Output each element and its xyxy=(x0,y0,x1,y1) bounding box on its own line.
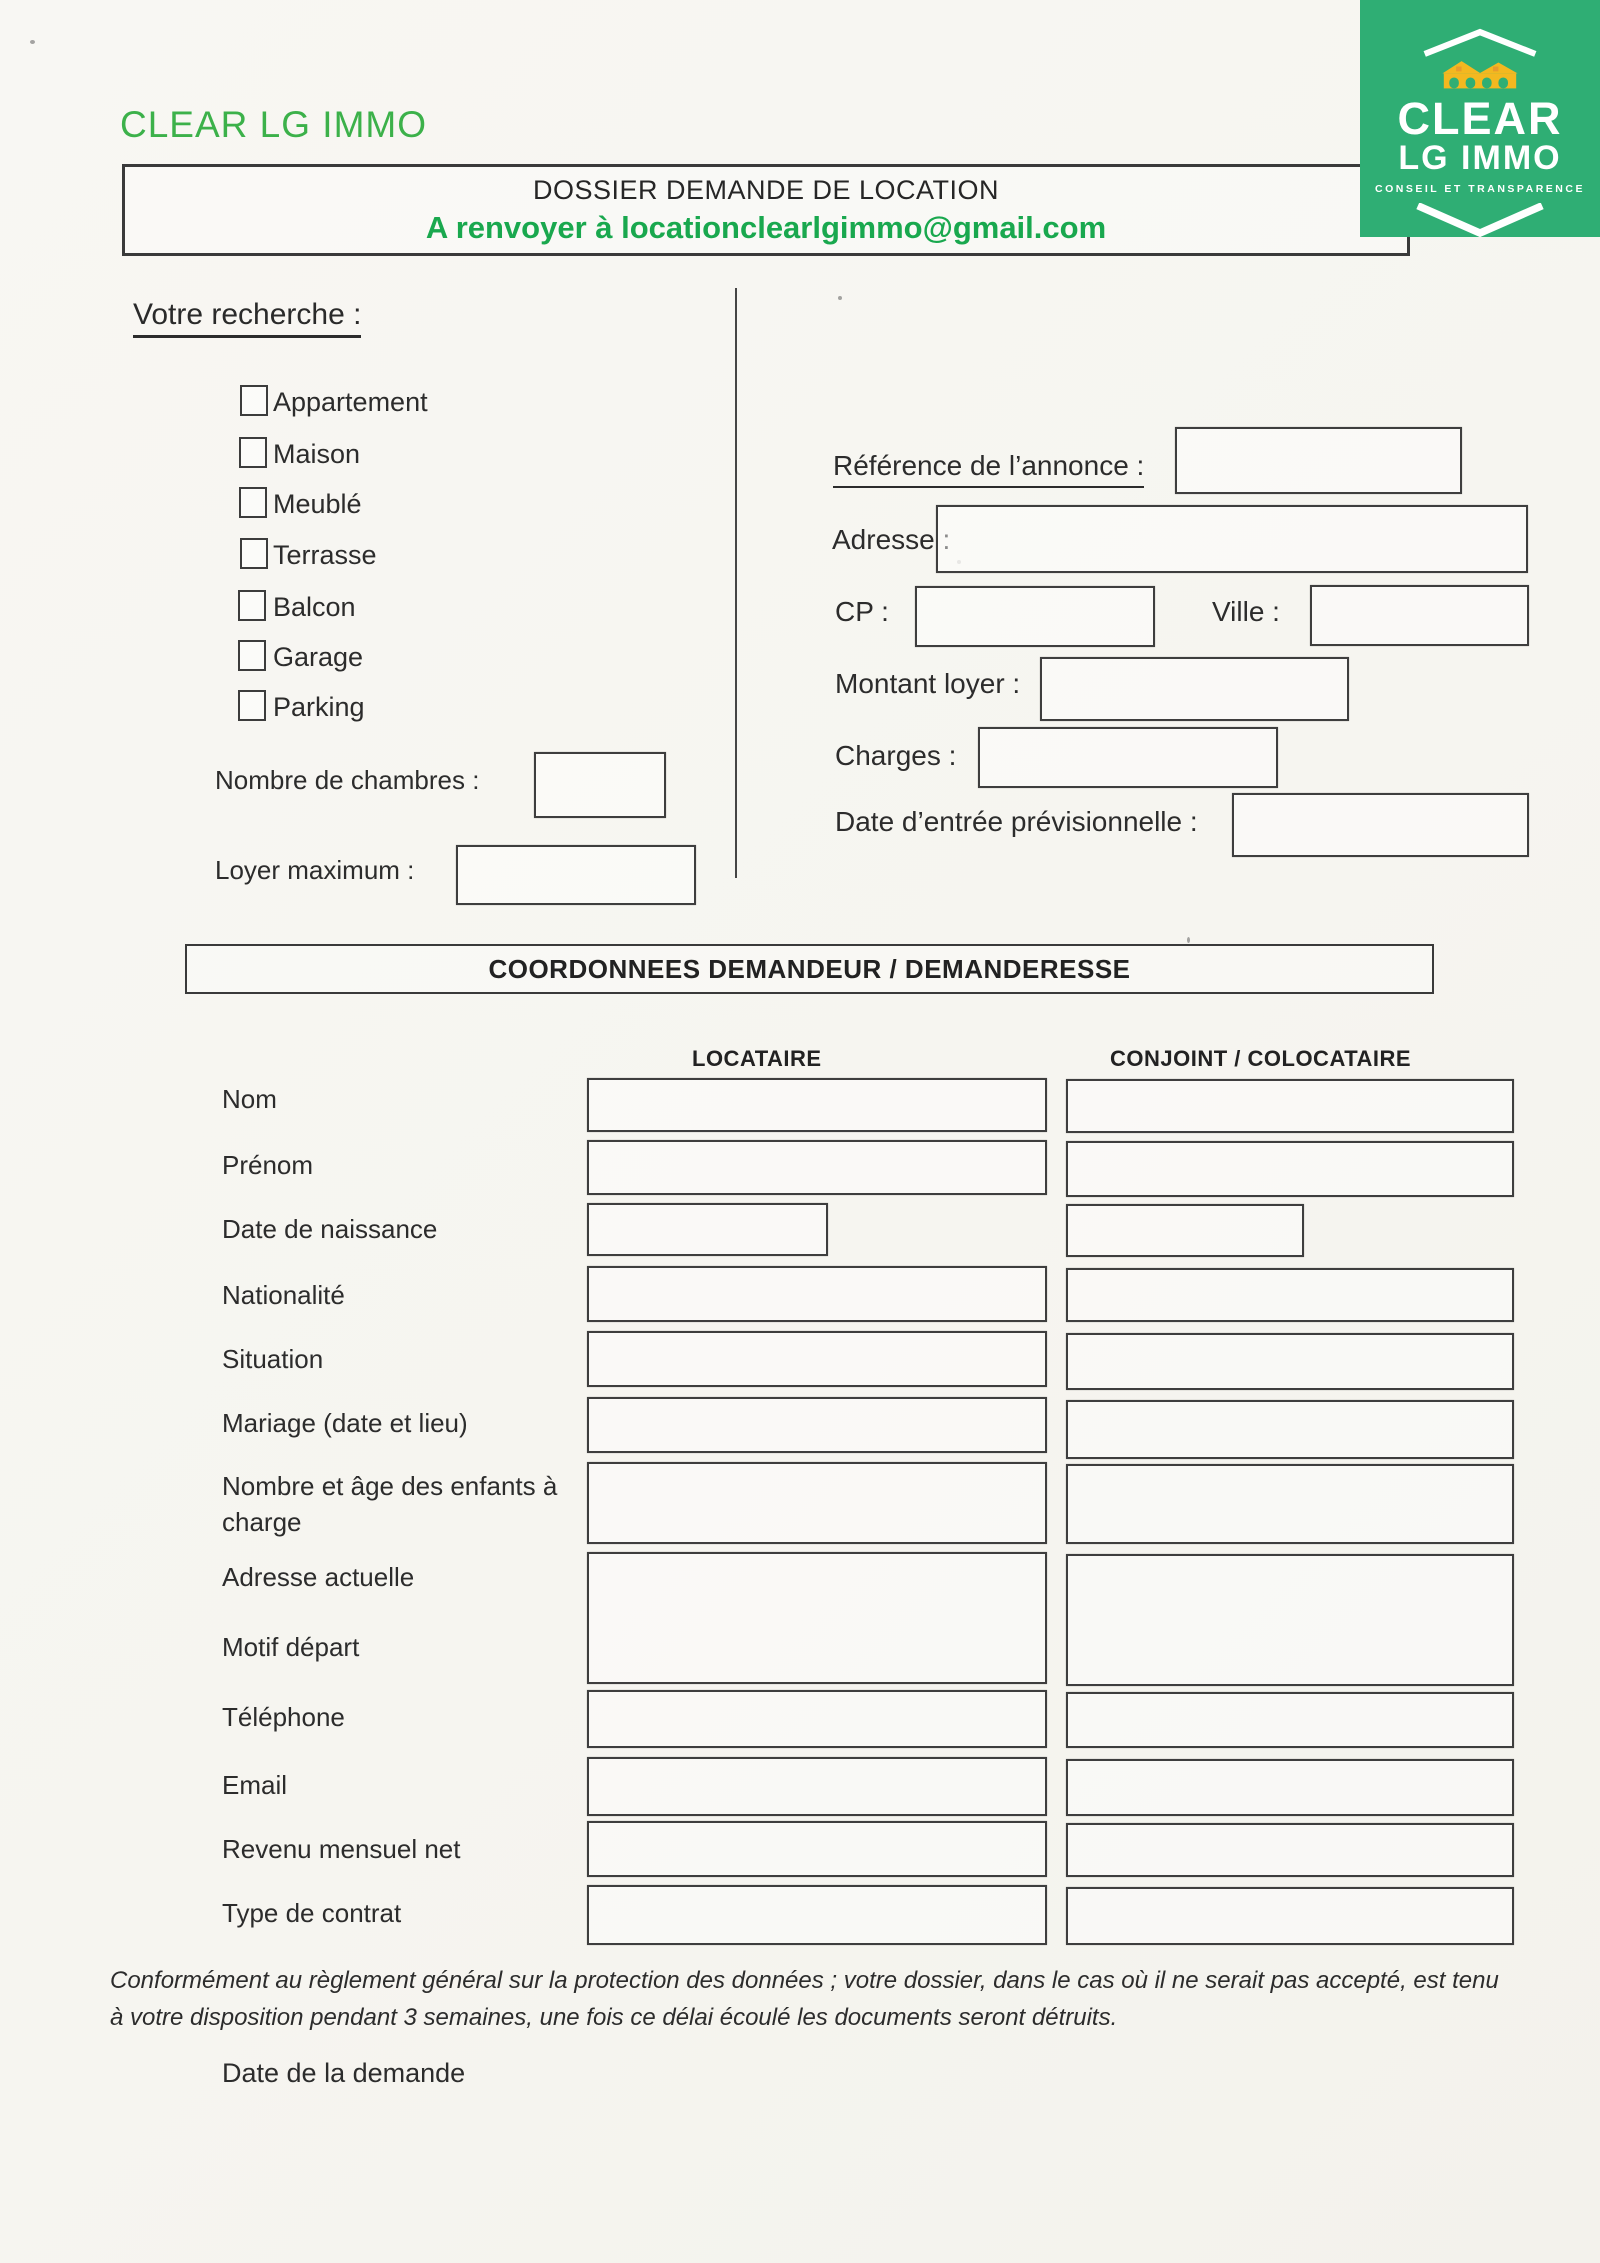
row-label-mariage: Mariage (date et lieu) xyxy=(222,1408,468,1438)
cp-field[interactable] xyxy=(915,586,1155,647)
row-label-prenom: Prénom xyxy=(222,1150,314,1180)
rooms-field[interactable] xyxy=(534,752,666,818)
row-label-nationalite: Nationalité xyxy=(222,1280,345,1310)
row-label-adresse-actuelle: Adresse actuelle xyxy=(222,1562,415,1592)
row-label-telephone: Téléphone xyxy=(222,1702,345,1732)
rgpd-notice: Conformément au règlement général sur la protection des données ; votre dossier, dans le cas où il ne serait pas accepté, est tenu à votre disposition pendant 3 semaines, une fois ce délai écoulé les documents seront détruits. xyxy=(110,1967,1499,2032)
row-label-situation: Situation xyxy=(222,1344,324,1374)
reference-label: Référence de l’annonce : xyxy=(833,450,1144,488)
checkbox-terrasse[interactable] xyxy=(240,538,268,569)
row-label-motif-depart: Motif départ xyxy=(222,1632,360,1662)
date-naissance-conjoint-field[interactable] xyxy=(1066,1204,1304,1257)
email-locataire-field[interactable] xyxy=(587,1757,1047,1816)
row-label-email: Email xyxy=(222,1770,288,1800)
row-label-enfants: Nombre et âge des enfants à charge xyxy=(222,1471,558,1538)
column-header-locataire: LOCATAIRE xyxy=(692,1046,822,1071)
checkbox-label-meuble: Meublé xyxy=(273,489,362,519)
scan-speck xyxy=(30,40,35,44)
search-section-heading: Votre recherche : xyxy=(133,298,361,338)
checkbox-label-garage: Garage xyxy=(273,642,364,672)
adresse-label: Adresse : xyxy=(832,524,951,555)
date-entree-label: Date d’entrée prévisionnelle : xyxy=(835,806,1198,837)
enfants-locataire-field[interactable] xyxy=(587,1462,1047,1544)
checkbox-maison[interactable] xyxy=(239,437,267,468)
scan-speck xyxy=(838,296,842,300)
column-header-conjoint: CONJOINT / COLOCATAIRE xyxy=(1110,1046,1412,1071)
return-email-instruction: A renvoyer à locationclearlgimmo@gmail.com xyxy=(425,209,1107,245)
form-title-box xyxy=(122,164,1410,256)
ville-field[interactable] xyxy=(1310,585,1529,646)
form-title: DOSSIER DEMANDE DE LOCATION xyxy=(532,174,1000,205)
cp-label: CP : xyxy=(835,596,889,627)
rooms-label: Nombre de chambres : xyxy=(215,765,480,795)
max-rent-field[interactable] xyxy=(456,845,696,905)
email-conjoint-field[interactable] xyxy=(1066,1759,1514,1816)
adresse-motif-locataire-field[interactable] xyxy=(587,1552,1047,1684)
checkbox-label-terrasse: Terrasse xyxy=(273,540,377,570)
nationalite-locataire-field[interactable] xyxy=(587,1266,1047,1322)
scan-speck xyxy=(1187,937,1190,943)
logo-chevron-down-icon xyxy=(1385,203,1575,237)
ville-label: Ville : xyxy=(1212,596,1280,627)
prenom-locataire-field[interactable] xyxy=(587,1140,1047,1195)
montant-loyer-label: Montant loyer : xyxy=(835,668,1021,699)
mariage-locataire-field[interactable] xyxy=(587,1397,1047,1453)
revenu-locataire-field[interactable] xyxy=(587,1821,1047,1877)
row-label-date-naissance: Date de naissance xyxy=(222,1214,438,1244)
adresse-field[interactable] xyxy=(936,505,1528,573)
agency-logo xyxy=(1360,0,1600,237)
logo-text-lgimmo: LG IMMO xyxy=(1398,139,1562,178)
mariage-conjoint-field[interactable] xyxy=(1066,1400,1514,1459)
checkbox-label-maison: Maison xyxy=(273,439,361,469)
type-contrat-locataire-field[interactable] xyxy=(587,1885,1047,1945)
checkbox-parking[interactable] xyxy=(238,690,266,721)
checkbox-label-parking: Parking xyxy=(273,692,365,722)
checkbox-garage[interactable] xyxy=(238,640,266,671)
checkbox-label-balcon: Balcon xyxy=(273,592,356,622)
checkbox-appartement[interactable] xyxy=(240,385,268,416)
montant-loyer-field[interactable] xyxy=(1040,657,1349,721)
situation-locataire-field[interactable] xyxy=(587,1331,1047,1387)
date-entree-field[interactable] xyxy=(1232,793,1529,857)
telephone-locataire-field[interactable] xyxy=(587,1690,1047,1748)
checkbox-label-appartement: Appartement xyxy=(273,387,428,417)
logo-chevron-up-icon xyxy=(1395,28,1565,57)
enfants-conjoint-field[interactable] xyxy=(1066,1464,1514,1544)
logo-tagline: CONSEIL ET TRANSPARENCE xyxy=(1375,182,1585,195)
adresse-motif-conjoint-field[interactable] xyxy=(1066,1554,1514,1686)
telephone-conjoint-field[interactable] xyxy=(1066,1692,1514,1748)
row-label-nom: Nom xyxy=(222,1084,277,1114)
coordonnees-section-title: COORDONNEES DEMANDEUR / DEMANDERESSE xyxy=(488,953,1131,984)
charges-label: Charges : xyxy=(835,740,957,771)
revenu-conjoint-field[interactable] xyxy=(1066,1823,1514,1877)
row-label-revenu: Revenu mensuel net xyxy=(222,1834,461,1864)
max-rent-label: Loyer maximum : xyxy=(215,855,415,885)
row-label-type-contrat: Type de contrat xyxy=(222,1898,402,1928)
logo-house-icon xyxy=(1415,57,1545,93)
date-naissance-locataire-field[interactable] xyxy=(587,1203,828,1256)
checkbox-balcon[interactable] xyxy=(238,590,266,621)
reference-field[interactable] xyxy=(1175,427,1462,494)
nationalite-conjoint-field[interactable] xyxy=(1066,1268,1514,1322)
request-date-label: Date de la demande xyxy=(222,2058,466,2088)
column-divider xyxy=(735,288,737,878)
checkbox-meuble[interactable] xyxy=(239,487,267,518)
nom-conjoint-field[interactable] xyxy=(1066,1079,1514,1133)
charges-field[interactable] xyxy=(978,727,1278,788)
brand-wordmark: CLEAR LG IMMO xyxy=(120,104,427,145)
logo-text-clear: CLEAR xyxy=(1397,93,1563,145)
nom-locataire-field[interactable] xyxy=(587,1078,1047,1132)
coordonnees-section-header xyxy=(185,944,1434,994)
situation-conjoint-field[interactable] xyxy=(1066,1333,1514,1390)
prenom-conjoint-field[interactable] xyxy=(1066,1141,1514,1197)
type-contrat-conjoint-field[interactable] xyxy=(1066,1887,1514,1945)
